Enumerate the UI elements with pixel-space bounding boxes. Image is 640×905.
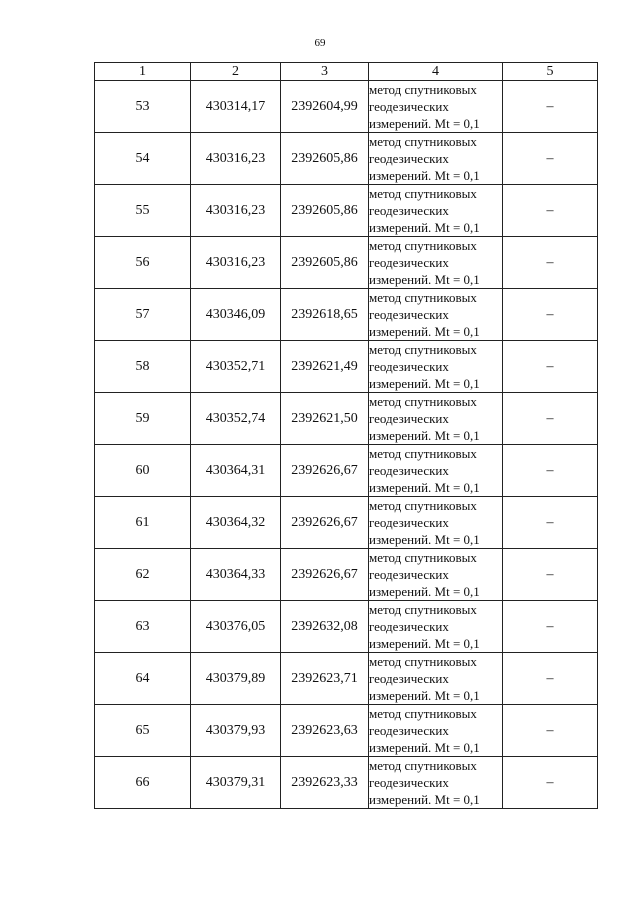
- point-number-cell: 65: [95, 705, 191, 757]
- x-coordinate-cell: 430379,89: [191, 653, 281, 705]
- x-coordinate-cell: 430316,23: [191, 237, 281, 289]
- method-line-3: измерений. Mt = 0,1: [369, 688, 480, 703]
- method-line-2: геодезических: [369, 515, 449, 530]
- method-line-2: геодезических: [369, 99, 449, 114]
- method-cell: [369, 653, 503, 705]
- method-line-2: геодезических: [369, 203, 449, 218]
- point-number-cell: 60: [95, 445, 191, 497]
- y-coordinate-cell: 2392621,50: [281, 393, 369, 445]
- description-cell: –: [503, 445, 598, 497]
- column-header-3: 3: [281, 63, 369, 81]
- method-cell: [369, 757, 503, 809]
- table-row: [95, 653, 598, 705]
- table-row: [95, 341, 598, 393]
- method-cell: [369, 185, 503, 237]
- column-header-5: 5: [503, 63, 598, 81]
- x-coordinate-cell: 430364,33: [191, 549, 281, 601]
- table-row: [95, 601, 598, 653]
- description-cell: –: [503, 601, 598, 653]
- method-line-2: геодезических: [369, 411, 449, 426]
- method-line-1: метод спутниковых: [369, 446, 477, 461]
- description-cell: –: [503, 653, 598, 705]
- table-row: [95, 185, 598, 237]
- x-coordinate-cell: 430346,09: [191, 289, 281, 341]
- x-coordinate-cell: 430352,74: [191, 393, 281, 445]
- y-coordinate-cell: 2392626,67: [281, 549, 369, 601]
- method-line-1: метод спутниковых: [369, 758, 477, 773]
- point-number-cell: 55: [95, 185, 191, 237]
- x-coordinate-cell: 430352,71: [191, 341, 281, 393]
- table-row: [95, 289, 598, 341]
- method-line-2: геодезических: [369, 151, 449, 166]
- y-coordinate-cell: 2392604,99: [281, 81, 369, 133]
- method-line-2: геодезических: [369, 463, 449, 478]
- description-cell: –: [503, 185, 598, 237]
- table-row: [95, 81, 598, 133]
- method-line-2: геодезических: [369, 723, 449, 738]
- method-line-3: измерений. Mt = 0,1: [369, 532, 480, 547]
- y-coordinate-cell: 2392618,65: [281, 289, 369, 341]
- y-coordinate-cell: 2392632,08: [281, 601, 369, 653]
- method-line-1: метод спутниковых: [369, 82, 477, 97]
- description-cell: –: [503, 81, 598, 133]
- method-line-3: измерений. Mt = 0,1: [369, 636, 480, 651]
- point-number-cell: 54: [95, 133, 191, 185]
- method-line-1: метод спутниковых: [369, 602, 477, 617]
- method-cell: [369, 133, 503, 185]
- method-cell: [369, 705, 503, 757]
- method-line-1: метод спутниковых: [369, 290, 477, 305]
- method-line-1: метод спутниковых: [369, 186, 477, 201]
- x-coordinate-cell: 430379,93: [191, 705, 281, 757]
- method-cell: [369, 393, 503, 445]
- method-line-2: геодезических: [369, 567, 449, 582]
- method-cell: [369, 497, 503, 549]
- y-coordinate-cell: 2392623,63: [281, 705, 369, 757]
- table-row: [95, 133, 598, 185]
- method-line-2: геодезических: [369, 671, 449, 686]
- column-header-2: 2: [191, 63, 281, 81]
- description-cell: –: [503, 237, 598, 289]
- x-coordinate-cell: 430364,32: [191, 497, 281, 549]
- method-line-2: геодезических: [369, 619, 449, 634]
- y-coordinate-cell: 2392623,71: [281, 653, 369, 705]
- y-coordinate-cell: 2392623,33: [281, 757, 369, 809]
- x-coordinate-cell: 430379,31: [191, 757, 281, 809]
- description-cell: –: [503, 341, 598, 393]
- point-number-cell: 53: [95, 81, 191, 133]
- point-number-cell: 62: [95, 549, 191, 601]
- table-row: [95, 705, 598, 757]
- point-number-cell: 66: [95, 757, 191, 809]
- y-coordinate-cell: 2392605,86: [281, 133, 369, 185]
- method-line-1: метод спутниковых: [369, 238, 477, 253]
- method-line-1: метод спутниковых: [369, 706, 477, 721]
- point-number-cell: 57: [95, 289, 191, 341]
- description-cell: –: [503, 497, 598, 549]
- method-line-1: метод спутниковых: [369, 654, 477, 669]
- y-coordinate-cell: 2392626,67: [281, 445, 369, 497]
- x-coordinate-cell: 430364,31: [191, 445, 281, 497]
- point-number-cell: 58: [95, 341, 191, 393]
- method-line-1: метод спутниковых: [369, 394, 477, 409]
- table-body: [95, 81, 598, 809]
- method-line-2: геодезических: [369, 775, 449, 790]
- coordinates-table: [94, 62, 598, 809]
- method-line-3: измерений. Mt = 0,1: [369, 584, 480, 599]
- method-line-3: измерений. Mt = 0,1: [369, 792, 480, 807]
- point-number-cell: 56: [95, 237, 191, 289]
- description-cell: –: [503, 757, 598, 809]
- method-line-3: измерений. Mt = 0,1: [369, 480, 480, 495]
- point-number-cell: 63: [95, 601, 191, 653]
- description-cell: –: [503, 289, 598, 341]
- x-coordinate-cell: 430376,05: [191, 601, 281, 653]
- method-line-1: метод спутниковых: [369, 342, 477, 357]
- method-line-2: геодезических: [369, 307, 449, 322]
- method-line-1: метод спутниковых: [369, 134, 477, 149]
- method-cell: [369, 549, 503, 601]
- point-number-cell: 61: [95, 497, 191, 549]
- method-cell: [369, 289, 503, 341]
- method-line-2: геодезических: [369, 255, 449, 270]
- x-coordinate-cell: 430314,17: [191, 81, 281, 133]
- y-coordinate-cell: 2392626,67: [281, 497, 369, 549]
- method-cell: [369, 601, 503, 653]
- y-coordinate-cell: 2392605,86: [281, 237, 369, 289]
- description-cell: –: [503, 705, 598, 757]
- method-line-3: измерений. Mt = 0,1: [369, 376, 480, 391]
- point-number-cell: 64: [95, 653, 191, 705]
- table-row: [95, 549, 598, 601]
- method-line-3: измерений. Mt = 0,1: [369, 272, 480, 287]
- method-line-3: измерений. Mt = 0,1: [369, 324, 480, 339]
- page-number: 69: [314, 37, 326, 49]
- table-row: [95, 757, 598, 809]
- description-cell: –: [503, 133, 598, 185]
- method-line-3: измерений. Mt = 0,1: [369, 220, 480, 235]
- column-header-1: 1: [95, 63, 191, 81]
- description-cell: –: [503, 393, 598, 445]
- x-coordinate-cell: 430316,23: [191, 185, 281, 237]
- method-cell: [369, 445, 503, 497]
- table-row: [95, 445, 598, 497]
- table-row: [95, 497, 598, 549]
- method-line-3: измерений. Mt = 0,1: [369, 428, 480, 443]
- header-row: [95, 63, 598, 81]
- method-line-1: метод спутниковых: [369, 550, 477, 565]
- x-coordinate-cell: 430316,23: [191, 133, 281, 185]
- method-cell: [369, 81, 503, 133]
- method-line-1: метод спутниковых: [369, 498, 477, 513]
- y-coordinate-cell: 2392605,86: [281, 185, 369, 237]
- table-row: [95, 237, 598, 289]
- method-line-3: измерений. Mt = 0,1: [369, 168, 480, 183]
- method-line-3: измерений. Mt = 0,1: [369, 116, 480, 131]
- table-row: [95, 393, 598, 445]
- description-cell: –: [503, 549, 598, 601]
- y-coordinate-cell: 2392621,49: [281, 341, 369, 393]
- method-line-2: геодезических: [369, 359, 449, 374]
- point-number-cell: 59: [95, 393, 191, 445]
- column-header-4: 4: [369, 63, 503, 81]
- method-line-3: измерений. Mt = 0,1: [369, 740, 480, 755]
- method-cell: [369, 237, 503, 289]
- method-cell: [369, 341, 503, 393]
